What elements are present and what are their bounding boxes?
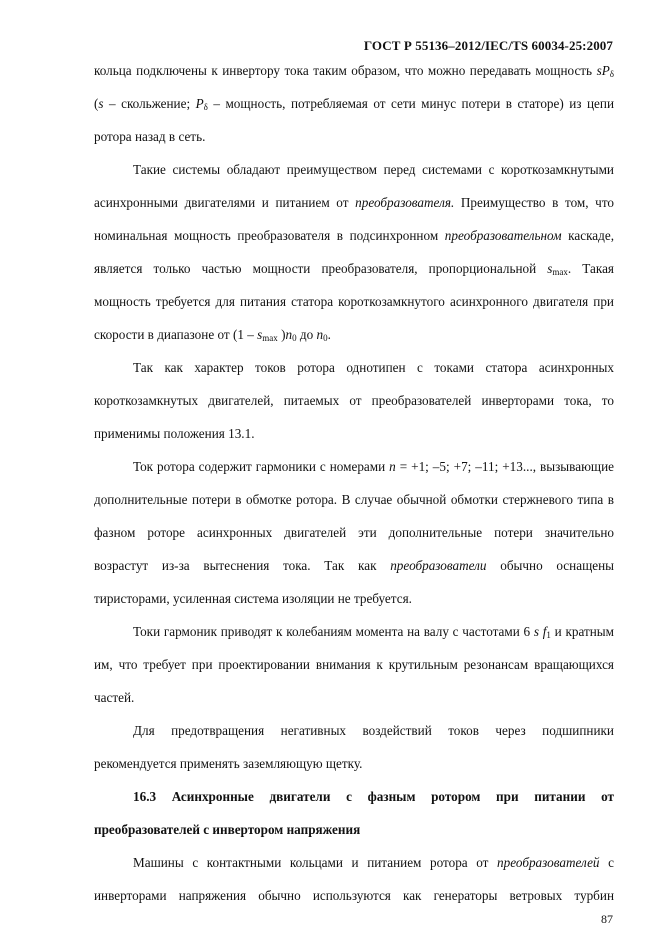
text-line: частей. xyxy=(94,690,135,705)
text-line: дополнительные потери в обмотке ротора. В случае обычной обмотки стержневого типа в xyxy=(94,492,614,507)
text-line: кольца подключены к инвертору тока таким образом, что можно передавать мощность $sP_\delta$ xyxy=(94,63,614,79)
text-line: рекомендуется применять заземляющую щетку. xyxy=(94,756,363,771)
text-line: номинальная мощность преобразователя в подсинхронном преобразовательном каскаде, xyxy=(94,228,615,243)
text-line: фазном роторе асинхронных двигателей эти дополнительные потери значительно xyxy=(94,525,614,540)
text-line: применимы положения 13.1. xyxy=(94,426,255,441)
section-heading-continuation: преобразователей с инвертором напряжения xyxy=(94,822,361,837)
text-line: скорости в диапазоне от ($1 - s_{max}$ )$n_0$ до $n_0$. xyxy=(94,327,331,343)
text-line: ротора назад в сеть. xyxy=(94,129,206,144)
paragraph-first-line: Токи гармоник приводят к колебаниям момента на валу с частотами 6 s $f_1$ и кратным xyxy=(133,624,614,640)
text-line: инверторами напряжения обычно используются как генераторы ветровых турбин xyxy=(94,888,614,903)
paragraph-first-line: Для предотвращения негативных воздействий токов через подшипники xyxy=(133,723,614,738)
text-line: асинхронными двигателями и питанием от преобразователя. Преимущество в том, что xyxy=(94,195,615,210)
text-line: им, что требует при проектировании внимания к крутильным резонансам вращающихся xyxy=(94,657,614,672)
text-line: (s – скольжение; $P_\delta$ – мощность, потребляемая от сети минус потери в статоре) из цепи xyxy=(94,96,615,112)
text-line: короткозамкнутых двигателей, питаемых от преобразователей инверторами тока, то xyxy=(94,393,614,408)
text-line: тиристорами, усиленная система изоляции не требуется. xyxy=(94,591,412,606)
text-line: является только частью мощности преобразователя, пропорциональной $s_{max}$. Такая xyxy=(94,261,614,277)
text-line: мощность требуется для питания статора короткозамкнутого асинхронного двигателя при xyxy=(94,294,614,309)
paragraph-first-line: Такие системы обладают преимуществом перед системами с короткозамкнутыми xyxy=(133,162,614,177)
paragraph-first-line: Машины с контактными кольцами и питанием ротора от преобразователей с xyxy=(133,855,614,870)
document-header: ГОСТ Р 55136–2012/IEC/TS 60034-25:2007 xyxy=(363,38,613,53)
section-heading: 16.3 Асинхронные двигатели с фазным ротором при питании от xyxy=(133,789,614,804)
text-line: возрастут из-за вытеснения тока. Так как преобразователи обычно оснащены xyxy=(94,558,614,573)
page-number: 87 xyxy=(601,912,613,926)
paragraph-first-line: Так как характер токов ротора однотипен с токами статора асинхронных xyxy=(133,360,614,375)
paragraph-first-line: Ток ротора содержит гармоники с номерами n = +1; –5; +7; –11; +13..., вызывающие xyxy=(133,459,614,474)
